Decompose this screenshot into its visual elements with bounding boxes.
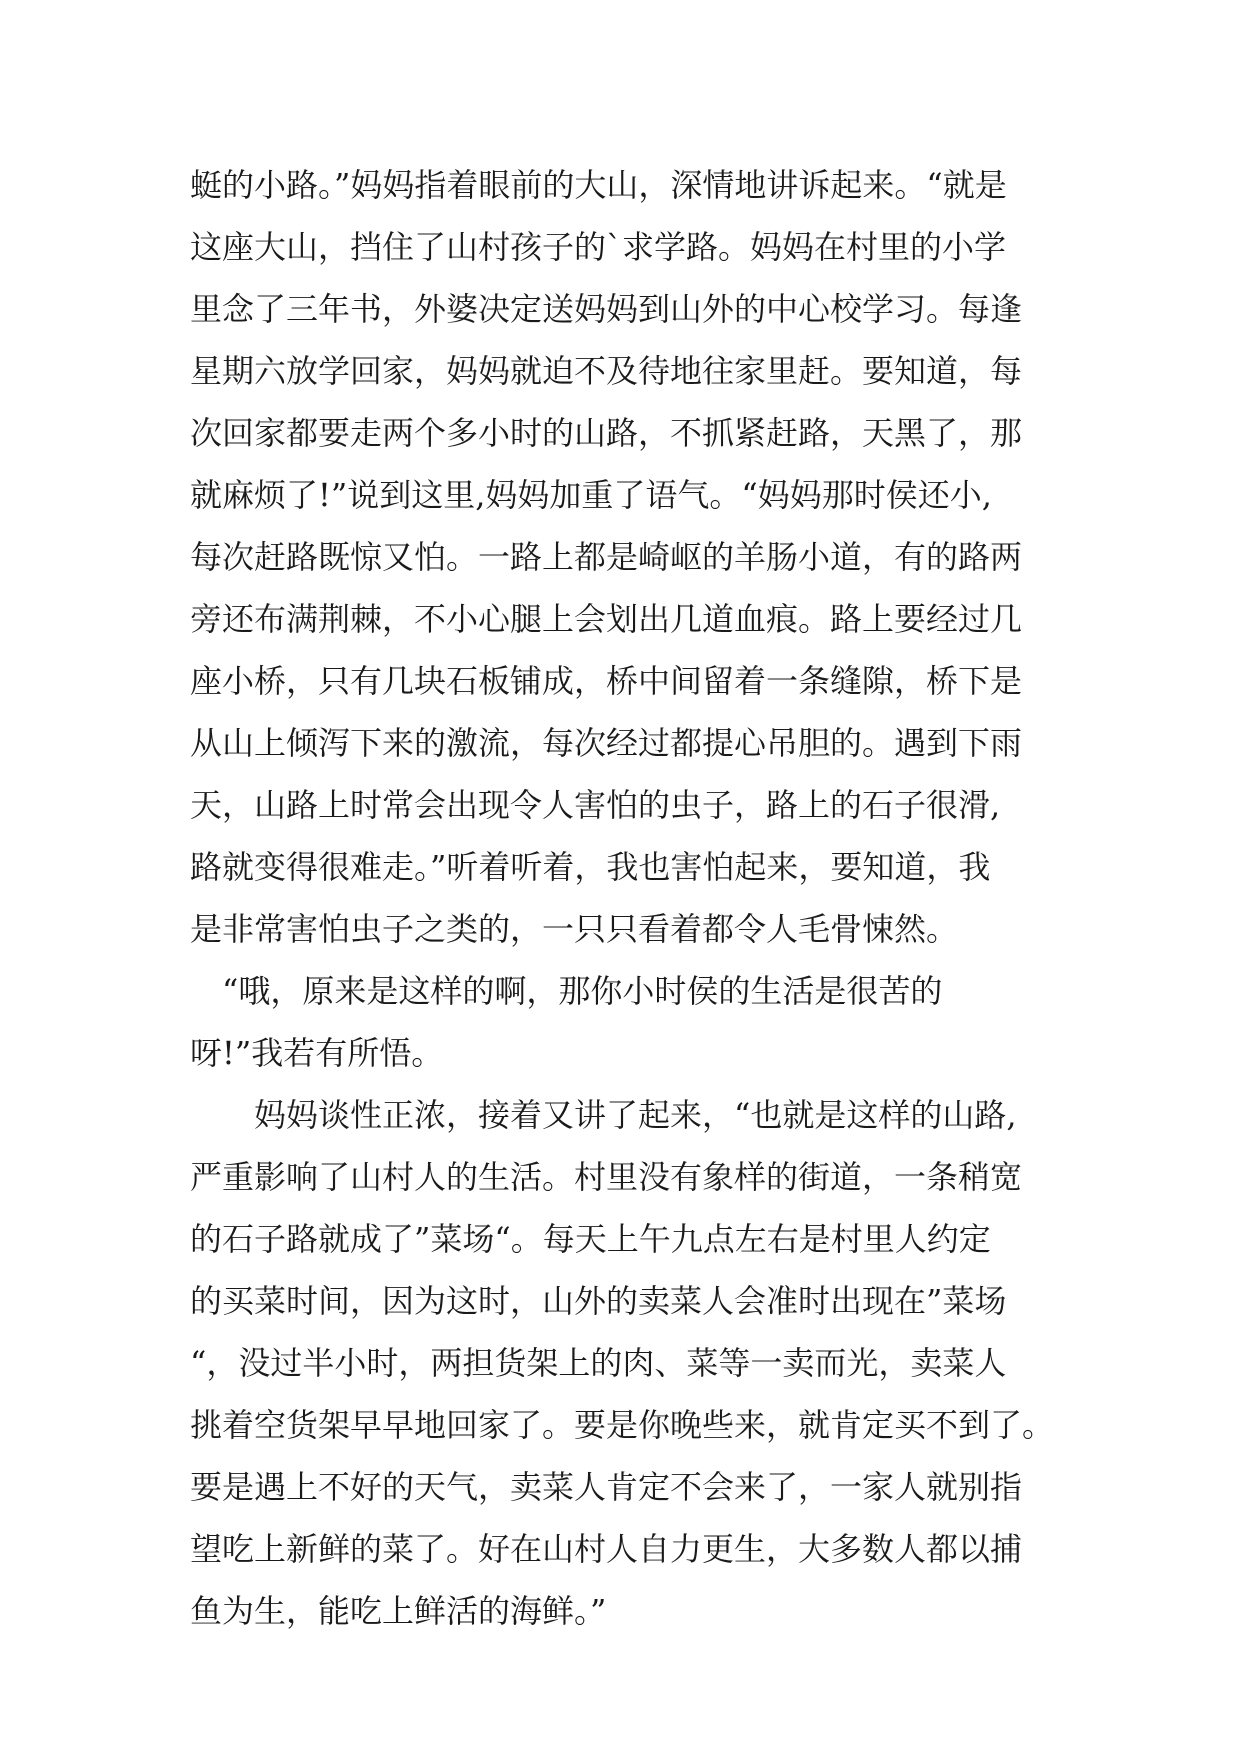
- text-line: 星期六放学回家，妈妈就迫不及待地往家里赶。要知道，每: [190, 352, 1023, 390]
- text-line: 路就变得很难走。”听着听着，我也害怕起来，要知道，我: [190, 848, 991, 886]
- text-line: “，没过半小时，两担货架上的肉、菜等一卖而光，卖菜人: [190, 1344, 1007, 1382]
- text-line: 挑着空货架早早地回家了。要是你晚些来，就肯定买不到了。: [190, 1406, 1055, 1444]
- text-line: 是非常害怕虫子之类的，一只只看着都令人毛骨悚然。: [190, 910, 959, 948]
- text-line: 严重影响了山村人的生活。村里没有象样的街道，一条稍宽: [190, 1158, 1023, 1196]
- text-line: 每次赶路既惊又怕。一路上都是崎岖的羊肠小道，有的路两: [190, 538, 1023, 576]
- text-line: 妈妈谈性正浓，接着又讲了起来，“也就是这样的山路,: [190, 1096, 1017, 1134]
- text-line: 旁还布满荆棘，不小心腿上会划出几道血痕。路上要经过几: [190, 600, 1023, 638]
- body-text: [190, 154, 1060, 1642]
- text-line: 的买菜时间，因为这时，山外的卖菜人会准时出现在”菜场: [190, 1282, 1007, 1320]
- text-line: 座小桥，只有几块石板铺成，桥中间留着一条缝隙，桥下是: [190, 662, 1023, 700]
- text-line: 里念了三年书，外婆决定送妈妈到山外的中心校学习。每逢: [190, 290, 1023, 328]
- text-line: 次回家都要走两个多小时的山路，不抓紧赶路，天黑了，那: [190, 414, 1023, 452]
- text-line: 蜓的小路。”妈妈指着眼前的大山，深情地讲诉起来。“就是: [190, 166, 1007, 204]
- text-line: 望吃上新鲜的菜了。好在山村人自力更生，大多数人都以捕: [190, 1530, 1023, 1568]
- text-line: 这座大山，挡住了山村孩子的`求学路。妈妈在村里的小学: [190, 228, 1007, 266]
- text-line: 天，山路上时常会出现令人害怕的虫子，路上的石子很滑,: [190, 786, 1001, 824]
- text-line: 的石子路就成了”菜场“。每天上午九点左右是村里人约定: [190, 1220, 991, 1258]
- text-line: 鱼为生，能吃上鲜活的海鲜。”: [190, 1592, 607, 1630]
- text-line: 从山上倾泻下来的激流，每次经过都提心吊胆的。遇到下雨: [190, 724, 1023, 762]
- text-line: “哦，原来是这样的啊，那你小时侯的生活是很苦的: [190, 972, 943, 1010]
- text-line: 呀!”我若有所悟。: [190, 1034, 444, 1072]
- text-line: 就麻烦了!”说到这里,妈妈加重了语气。“妈妈那时侯还小,: [190, 476, 992, 514]
- text-line: 要是遇上不好的天气，卖菜人肯定不会来了，一家人就别指: [190, 1468, 1023, 1506]
